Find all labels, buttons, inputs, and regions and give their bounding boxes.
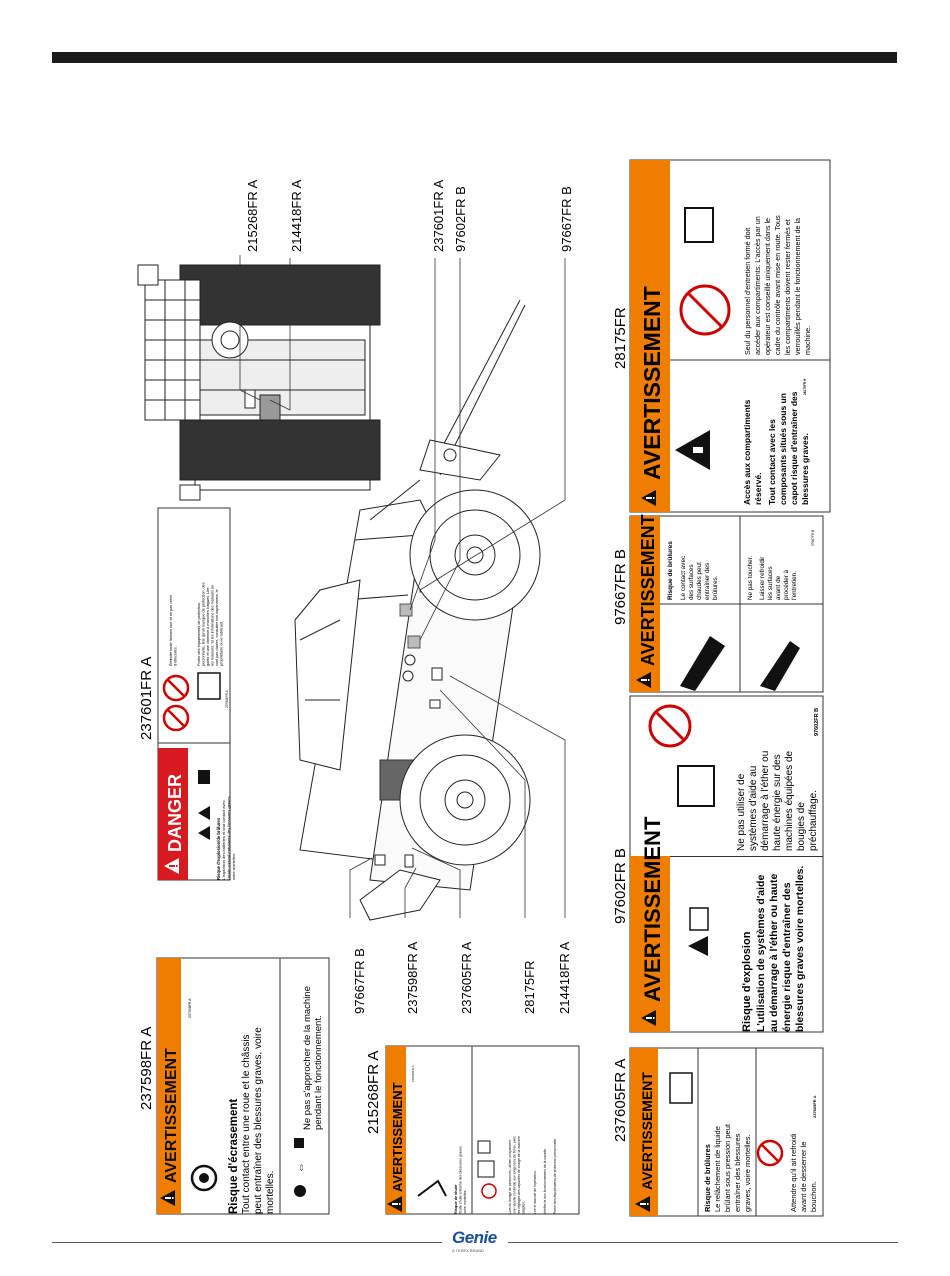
instruction-28175-0: Seul du personnel d'entretien formé doit [743, 227, 752, 355]
body-215268-1: voire mortelles. [463, 1189, 467, 1214]
person-icon [294, 1138, 304, 1148]
engine-icon [678, 766, 714, 806]
body-28175-1: réservé. [753, 472, 763, 505]
body-237598-2: mortelles. [265, 1170, 276, 1214]
note-215268-6: Porter des équipements de protection personnelle. [553, 1138, 557, 1214]
body-28175-0: Accès aux compartiments [742, 399, 752, 505]
body-215268-0: Toute chute entraîne des blessures graves, [458, 1145, 463, 1214]
heading-97667: Risque de brûlures [667, 541, 674, 600]
body-28175-5: blessures graves. [800, 433, 810, 505]
instruction-97602-5: bougies de [796, 802, 807, 851]
radiator-steam-icon [670, 1073, 692, 1103]
decal-237605 [630, 1048, 823, 1216]
heading-97602: Risque d'explosion [741, 931, 753, 1032]
body-28175-2: Tout contact avec les [767, 419, 777, 505]
instruction-28175-2: opérateur est conseillé uniquement dans le [763, 217, 772, 355]
instruction-28175-5: verrouillés pendant le fonctionnement de la [793, 217, 802, 355]
instruction-97667-4: procéder à [783, 569, 790, 600]
instruction-237605-2: bouchon. [809, 1181, 818, 1212]
heading-237601: Risque d'explosion/de brûlures [216, 817, 221, 880]
note1-237601-2: gants et une chemise à manches longues. Lire [206, 587, 210, 666]
instruction-97667-2: les surfaces [767, 566, 774, 600]
title-215268: 215268FR A [365, 1050, 382, 1134]
body-237598-1: peut entraîner des blessures graves, voire [253, 1027, 264, 1214]
note1-237601-5: propriétaire ou le fabricant. [219, 620, 224, 666]
rear-view-illustration [138, 265, 380, 500]
footer-line-right [508, 1242, 898, 1243]
callout-214418-right: 214418FR A [289, 179, 304, 252]
code-237598: 237598FR A [188, 998, 192, 1018]
body-97602-0: L'utilisation de systèmes d'aide [755, 874, 767, 1032]
body-237601-1: l'acide corrosif entraînent des blessures graves, [226, 795, 231, 880]
body-97667-4: brûlures. [712, 575, 719, 600]
body-237605-2: entraîner des blessures [733, 1133, 742, 1212]
manual-icon [685, 208, 713, 242]
decal-28175 [630, 160, 830, 512]
body-237605-1: brûlant sous pression peut [723, 1124, 732, 1212]
instruction-28175-6: machine. [803, 325, 812, 355]
body-237605-0: Le relâchement de liquide [713, 1126, 722, 1212]
genie-logo: Genie [452, 1228, 497, 1247]
title-237598: 237598FR A [138, 1026, 155, 1110]
instruction-97602-4: machines équipées de [784, 750, 795, 851]
instruction-97602-3: haute énergie sur des [772, 754, 783, 851]
note-215268-3: adaptés. [521, 1200, 526, 1214]
instruction-97602-2: démarrage à l'éther ou [760, 750, 771, 851]
callout-214418-left: 214418FR A [557, 941, 572, 1014]
header-237601: DANGER [165, 773, 185, 852]
note-215268-1: une nacelle conforme aux exigences de Terex, avec [512, 1136, 517, 1214]
code-97667: 97667FR B [811, 529, 815, 546]
instruction-237605-1: avant de desserrer le [799, 1141, 808, 1212]
instruction-97667-0: Ne pas toucher. [747, 555, 754, 600]
glove-icon [198, 770, 210, 784]
decal-215268 [386, 1046, 579, 1214]
note1-237601-4: sont pas claires, consulter son superviseur, le [215, 589, 219, 666]
body-97602-1: au démarrage à l'éther ou haute [768, 873, 780, 1032]
note2-237601-0: Éteindre toute flamme nue et ne pas créer [169, 595, 173, 666]
callout-237601: 237601FR A [431, 179, 446, 252]
title-97602: 97602FR B [612, 848, 629, 924]
callout-215268: 215268FR A [245, 179, 260, 252]
genie-logo-subtitle: A TEREX BRAND [452, 1248, 484, 1253]
header-28175: AVERTISSEMENT [639, 286, 665, 480]
callout-97602: 97602FR B [453, 186, 468, 252]
manual-icon [198, 673, 220, 699]
note-215268-5: Vérifier le bon fonctionnement de la nacelle. [543, 1148, 547, 1214]
engine-icon [690, 908, 708, 930]
decal-97602 [630, 696, 823, 1032]
callout-237605: 237605FR A [459, 941, 474, 1014]
note-215268-0: Lors du levage de personnes, utiliser uniquement [508, 1139, 512, 1214]
platform-icon [478, 1161, 494, 1177]
instruction-97602-0: Ne pas utiliser de [736, 773, 747, 851]
note2-237601-1: d'étincelles. [173, 646, 178, 666]
instruction-28175-3: cadre du contrôle avant mise en route. Tous [773, 215, 782, 355]
instruction-97667-3: avant de [775, 575, 782, 600]
instruction-97667-1: Laisser refroidir [759, 556, 766, 600]
title-97667: 97667FR B [612, 549, 629, 625]
note-215268-4: Lire le manuel de l'opérateur. [533, 1170, 537, 1214]
header-97602: AVERTISSEMENT [640, 816, 665, 1002]
code-237605: 237605FR A [812, 1095, 817, 1118]
heading-237605: Risque de brûlures [703, 1144, 712, 1212]
note1-237601-0: Porter des équipements de protection [197, 602, 201, 666]
callout-labels-left [352, 941, 572, 1014]
wheel-icon [294, 1185, 306, 1197]
instruction-97602-6: préchauffage. [808, 790, 819, 851]
code-28175: 28175FR H [803, 378, 807, 395]
body-237601-2: voire mortelles. [231, 852, 236, 880]
no-lift-icon [482, 1184, 496, 1198]
decal-97667 [630, 514, 823, 692]
instruction-237605-0: Attendre qu'il ait refroidi [789, 1133, 798, 1212]
callout-labels-right [245, 179, 574, 252]
instruction-237598-0: Ne pas s'approcher de la machine [302, 986, 313, 1130]
body-97667-2: chaudes peut [696, 562, 703, 600]
note1-237601-1: personnelle, tels qu'un masque de protection, des [201, 582, 206, 666]
instruction-28175-4: les compartiments doivent rester fermés et [783, 219, 792, 355]
body-97602-3: blessures graves voire mortelles. [794, 865, 806, 1032]
decal-237601 [158, 508, 236, 880]
code-215268: 215268FR A [411, 1065, 415, 1082]
title-28175: 28175FR [612, 307, 629, 369]
header-215268: AVERTISSEMENT [390, 1082, 405, 1192]
keep-away-arrow-icon: ⇔ [295, 1162, 307, 1173]
body-97667-1: des surfaces [688, 564, 695, 600]
code-97602: 97602FR B [814, 707, 820, 736]
callout-237598: 237598FR A [405, 941, 420, 1014]
instruction-97667-5: l'entretien. [791, 571, 798, 600]
note-215268-2: les réglages des capacités de charge de la machine [517, 1135, 521, 1214]
body-237605-3: graves, voire mortelles. [743, 1134, 752, 1212]
instruction-28175-1: accéder aux compartiments. L'accès par un [753, 216, 762, 355]
body-237598-0: Tout contact entre une roue et le châssis [241, 1034, 252, 1214]
manual-icon [478, 1141, 490, 1153]
body-237601-0: L'explosion des batteries et tout contact avec [221, 800, 226, 880]
header-237598: AVERTISSEMENT [163, 1048, 180, 1183]
header-97667: AVERTISSEMENT [638, 514, 658, 666]
heading-237598: Risque d'écrasement [228, 1098, 240, 1214]
code-237601: 237601FR A [225, 690, 229, 708]
callout-97667-left: 97667FR B [352, 948, 367, 1014]
title-237605: 237605FR A [612, 1058, 629, 1142]
body-97602-2: énergie risque d'entraîner des [781, 882, 793, 1032]
instruction-97602-1: systèmes d'aide au [748, 765, 759, 851]
callout-28175: 28175FR [522, 960, 537, 1014]
heading-215268: Risque de chute [454, 1184, 458, 1214]
instruction-237598-1: pendant le fonctionnement. [313, 1015, 324, 1130]
callout-97667-right: 97667FR B [559, 186, 574, 252]
footer-line-left [52, 1242, 442, 1243]
header-237605: AVERTISSEMENT [639, 1072, 655, 1190]
decal-237598 [157, 958, 329, 1214]
title-237601: 237601FR A [138, 656, 155, 740]
body-97667-0: Le contact avec [680, 555, 687, 600]
body-97667-3: entraîner des [704, 562, 711, 600]
note1-237601-3: les manuels. Si les informations des manuels ne [210, 584, 215, 666]
body-28175-3: composants situés sous un [778, 393, 788, 505]
body-28175-4: capot risque d'entraîner des [789, 391, 799, 505]
